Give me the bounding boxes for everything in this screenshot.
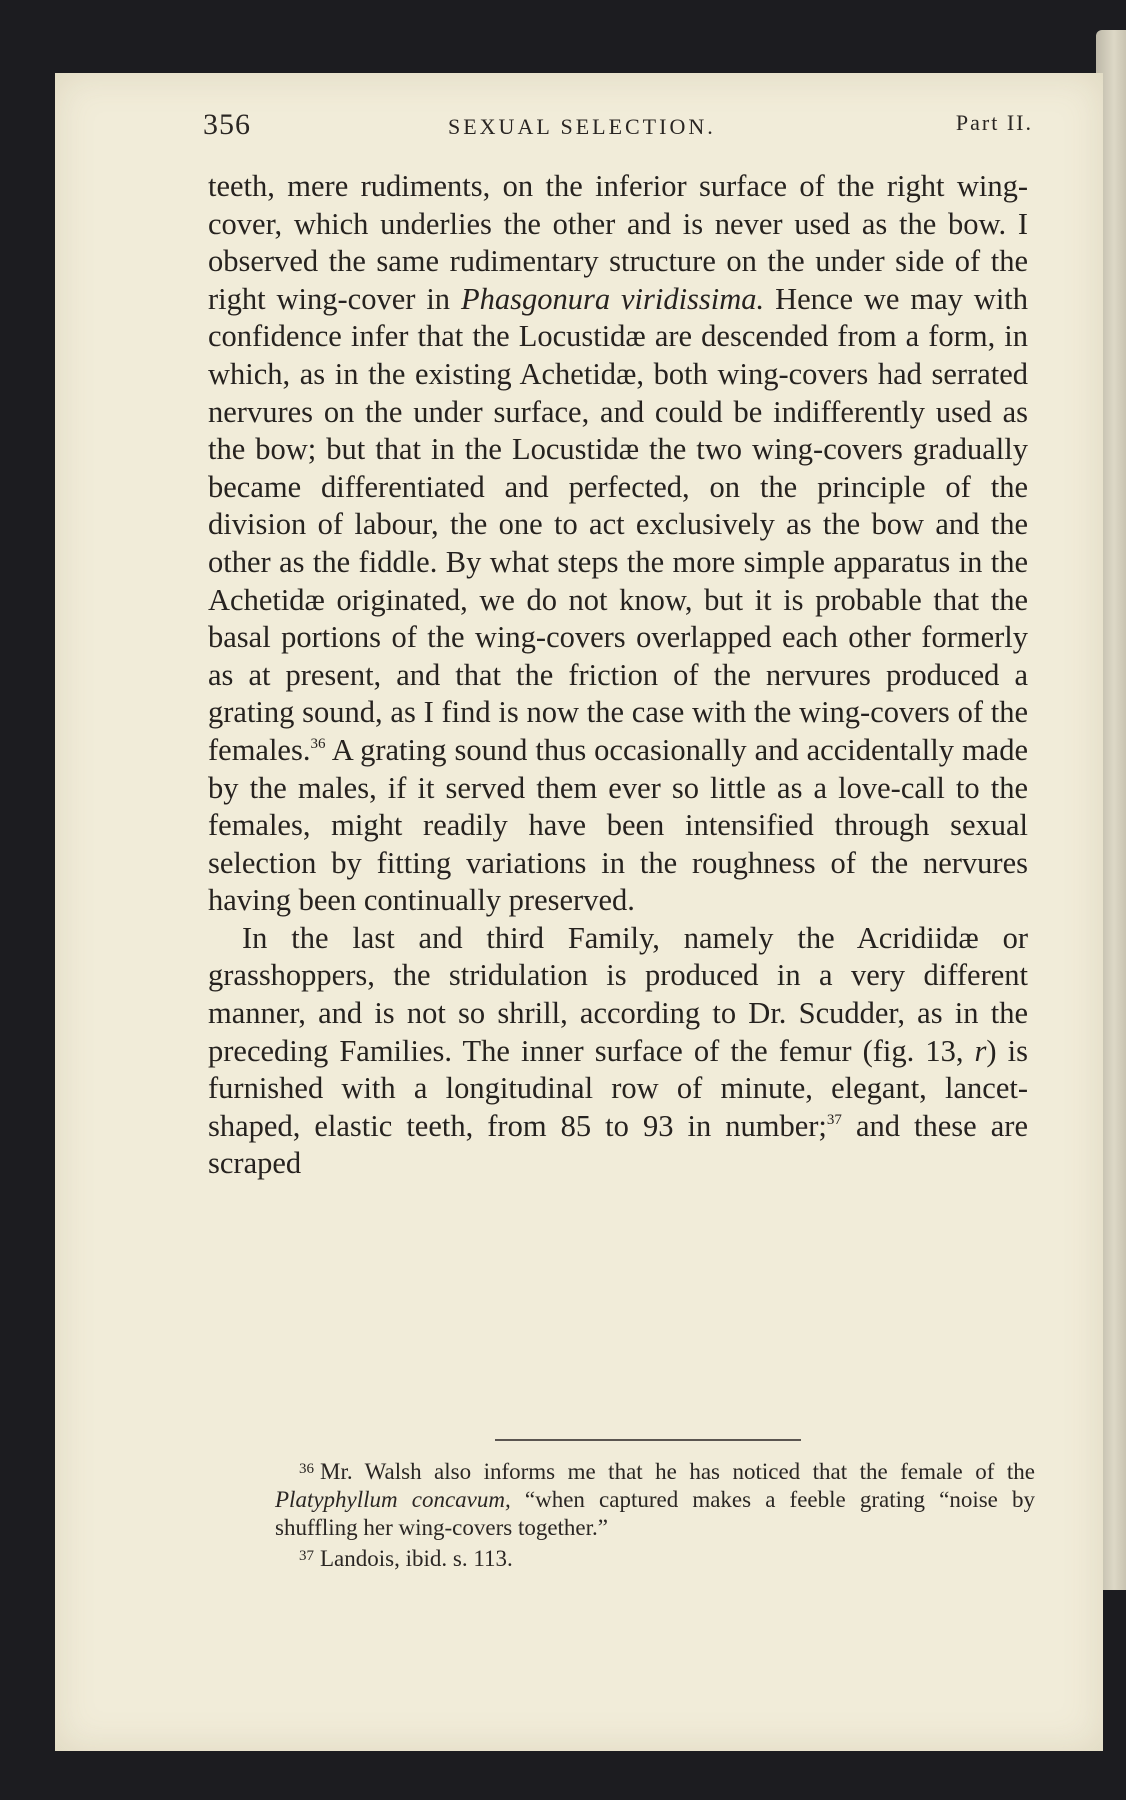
- footnote-36-text-b: “when captured makes a feeble grating “noise by shuffling her wing-covers together.”: [275, 1487, 1035, 1540]
- page-header: [203, 108, 1033, 148]
- footnote-37-number: 37: [299, 1548, 314, 1564]
- footnote-36: [275, 1455, 1035, 1542]
- paragraph-1: [208, 168, 1028, 920]
- paragraph-2: [208, 920, 1028, 1183]
- paragraph-1-text-c: A grating sound thus occasionally and accidentally made by the males, if it served them ever so little as a love-call to the females, might readily have been intensified through sexual selection by fitting variations in the roughness of the nervures having been continually preserved.: [208, 732, 1028, 918]
- figure-label-italic: r: [974, 1033, 987, 1068]
- part-label: Part II.: [955, 110, 1033, 135]
- paragraph-2-text-c: and these are scraped: [208, 1108, 1028, 1181]
- footnote-ref-37: 37: [826, 1111, 842, 1128]
- paragraph-1-text-b: Hence we may with confidence infer that the Locustidæ are descended from a form, in which, as in the existing Achetidæ, both wing-covers had serrated nervures on the under surface, and could be indifferently used as the bow; but that in the Locustidæ the two wing-covers gradually became differentiated and perfected, on the principle of the division of labour, the one to act exclusively as the bow and the other as the fiddle. By what steps the more simple apparatus in the Achetidæ originated, we do not know, but it is probable that the basal portions of the wing-covers overlapped each other formerly as at present, and that the friction of the nervures produced a grating sound, as I find is now the case with the wing-covers of the females.: [208, 281, 1029, 767]
- paragraph-2-text-a: In the last and third Family, namely the Acridiidæ or grasshoppers, the stridulation is produced in a very different manner, and is not so shrill, according to Dr. Scudder, as in the preceding Families. The inner surface of the femur (fig. 13,: [208, 920, 1028, 1068]
- footnotes: [275, 1455, 1035, 1573]
- species-name-italic: Phasgonura viridissima.: [460, 281, 765, 316]
- footnote-36-number: 36: [299, 1461, 314, 1477]
- footnote-37: [275, 1542, 1035, 1573]
- footnote-divider: [495, 1439, 801, 1441]
- paragraph-2-text-b: ) is furnished with a longitudinal row of minute, elegant, lancet-shaped, elastic teeth, from 85 to 93 in number;: [208, 1033, 1028, 1143]
- footnote-36-text-a: Mr. Walsh also informs me that he has noticed that the female of the: [320, 1459, 1035, 1484]
- footnote-ref-36: 36: [310, 735, 326, 752]
- paragraph-1-text-a: teeth, mere rudiments, on the inferior surface of the right wing-cover, which underlies the other and is never used as the bow. I observed the same rudimentary structure on the under side of the right wing-cover in: [208, 169, 1028, 316]
- footnote-37-text: Landois, ibid. s. 113.: [320, 1546, 513, 1571]
- page-number: 356: [203, 108, 251, 141]
- body-text: [208, 168, 1028, 1183]
- running-title: SEXUAL SELECTION.: [448, 114, 716, 139]
- footnote-36-species-italic: Platyphyllum concavum,: [275, 1487, 511, 1512]
